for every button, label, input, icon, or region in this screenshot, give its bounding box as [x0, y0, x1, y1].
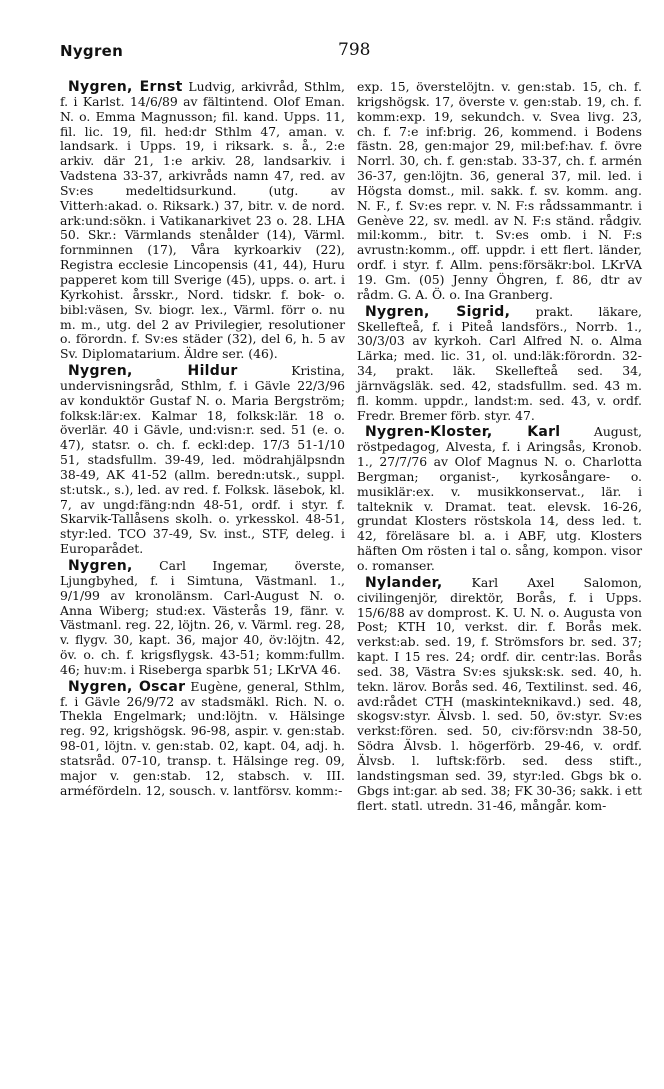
right-column: [357, 80, 642, 815]
entry-name: Nygren, Sigrid,: [365, 303, 511, 320]
entry-name: Nygren-Kloster, Karl: [365, 424, 561, 441]
biography-entry: [357, 425, 642, 573]
biography-entry: [357, 576, 642, 814]
page-header: [60, 42, 654, 72]
entry-name: Nylander,: [365, 574, 443, 591]
entry-text: Carl Ingemar, överste, Ljungbyhed, f. i Simtuna, Västmanl. 1., 9/1/99 av kronolänsm. Carl-August N. o. Anna Wiberg; stud:ex. Västerås 19, fänr. v. Västmanl. reg. 22, löjtn. 26, v. Värml. reg. 28, v. flygv. 30, kapt. 36, major 40, öv:löjtn. 42, öv. o. ch. f. krigsflygsk. 43-51; komm:fullm. 46; huv:m. i Riseberga sparbk 51; LKrVA 46.: [60, 558, 345, 677]
entry-name: Nygren, Ernst: [68, 79, 183, 95]
biography-entry-continued: [357, 80, 642, 303]
page-number: 798: [338, 40, 371, 60]
text-columns: [60, 80, 654, 815]
entry-text: Karl Axel Salomon, civilingenjör, direktör, Borås, f. i Upps. 15/6/88 av domprost. K. U. N. o. Augusta von Post; KTH 10, verkst. dir. f. Borås mek. verkst:ab. sed. 19, f. Strömsfors br. sed. 37; kapt. I 15 res. 24; ordf. dir. centr:las. Borås sed. 38, Västra Sv:es sjuksk:sk. sed. 40, h. tekn. lärov. Borås sed. 46, Textilinst. sed. 46, avd:rådet CTH (maskinteknikavd.) sed. 48, skogsv:styr. Älvsb. l. sed. 50, öv:styr. Sv:es verkst:fören. sed. 50, civ:försv:ndn 38-50, Södra Älvsb. l. högerförb. 29-46, v. ordf. Älvsb. l. luftsk:förb. sed. dess stift., landstingsman sed. 39, styr:led. Gbgs bk o. Gbgs int:gar. ab sed. 38; FK 30-36; sakk. i ett flert. statl. utredn. 31-46, mångår. kom-: [357, 574, 643, 813]
biography-entry: [60, 364, 345, 557]
left-column: [60, 80, 345, 815]
entry-name: Nygren,: [68, 558, 133, 574]
running-head: Nygren: [60, 42, 124, 60]
entry-text: Eugène, general, Sthlm, f. i Gävle 26/9/72 av stadsmäkl. Rich. N. o. Thekla Engelmark; und:löjtn. v. Hälsinge reg. 92, krigshögsk. 96-98, aspir. v. gen:stab. 98-01, löjtn. v. gen:stab. 02, kapt. 04, adj. h. statsråd. 07-10, transp. t. Hälsinge reg. 09, major v. gen:stab. 12, stabsch. v. III. arméfördeln. 12, sousch. v. lantförsv. komm:-: [60, 678, 345, 798]
entry-name: Nygren, Hildur: [68, 363, 238, 380]
entry-text: Ludvig, arkivråd, Sthlm, f. i Karlst. 14/6/89 av fältintend. Olof Eman. N. o. Emma Magnusson; fil. kand. Upps. 11, fil. lic. 19, fil. hed:dr Sthlm 47, aman. v. landsark. i Upps. 19, i riksark. s. å., 2:e arkiv. där 21, 1:e arkiv. 28, landsarkiv. i Vadstena 33-37, arkivråds namn 47, red. av Sv:es medeltidsurkund. (utg. av Vitterh:akad. o. Riksark.) 37, bitr. v. de nord. ark:und:sökn. i Vatikanarkivet 23 o. 28. LHA 50. Skr.: Värmlands stenålder (14), Värml. fornminnen (17), Våra kyrkoarkiv (22), Registra ecclesie Lincopensis (41, 44), Huru papperet kom till Sverige (45), upps. o. art. i Kyrkohist. årsskr., Nord. tidskr. f. bok- o. bibl:väsen, Sv. biogr. lex., Värml. förr o. nu m. m., utg. del 2 av Privilegier, resolutioner o. förordn. f. Sv:es städer (32), del 6, h. 5 av Sv. Diplomatarium. Äldre ser. (46).: [60, 79, 345, 362]
biography-entry: [357, 305, 642, 424]
entry-text: August, röstpedagog, Alvesta, f. i Aringsås, Kronob. 1., 27/7/76 av Olof Magnus N. o. Charlotta Bergman; organist-, kyrkosångare- o. musiklär:ex. v. musikkonservat., lär. i talteknik v. Dramat. teat. elevsk. 16-26, grundat Klosters röstskola 14, dess led. t. 42, föreläsare bl. a. i ABF, utg. Klosters häften Om rösten i tal o. sång, kompon. visor o. romanser.: [357, 424, 642, 573]
biography-entry: [60, 80, 345, 362]
entry-text: prakt. läkare, Skellefteå, f. i Piteå landsförs., Norrb. 1., 30/3/03 av kyrkoh. Carl Alfred N. o. Alma Lärka; med. lic. 31, ol. und:läk:förordn. 32-34, prakt. läk. Skellefteå sed. 34, järnvägsläk. sed. 42, stadsfullm. sed. 43 m. fl. komm. uppdr., landst:m. sed. 43, v. ordf. Fredr. Bremer förb. styr. 47.: [357, 303, 642, 423]
entry-name: Nygren, Oscar: [68, 678, 186, 695]
biography-entry: [60, 559, 345, 678]
biography-entry: [60, 680, 345, 799]
entry-text: Kristina, undervisningsråd, Sthlm, f. i Gävle 22/3/96 av konduktör Gustaf N. o. Maria Bergström; folksk:lär:ex. Kalmar 18, folksk:lär. 18 o. överlär. 40 i Gävle, und:visn:r. sed. 51 (e. o. 47), statsr. o. ch. f. eckl:dep. 17/3 51-1/10 51, stadsfullm. 39-49, led. mödrahjälpsndn 38-49, AK 41-52 (allm. beredn:utsk., suppl. st:utsk., s.), led. av red. f. Folksk. läsebok, kl. 7, av ungd:fäng:ndn 48-51, ordf. i styr. f. Skarvik-Tallåsens skolh. o. yrkesskol. 48-51, styr:led. TCO 37-49, Sv. inst., STF, deleg. i Europarådet.: [60, 363, 345, 557]
entry-text: exp. 15, överstelöjtn. v. gen:stab. 15, ch. f. krigshögsk. 17, överste v. gen:stab. 19, ch. f. komm:exp. 19, sekundch. v. Svea livg. 23, ch. f. 7:e inf:brig. 26, kommend. i Bodens fästn. 28, gen:major 29, mil:bef:hav. f. övre Norrl. 30, ch. f. gen:stab. 33-37, ch. f. armén 36-37, gen:löjtn. 36, general 37, mil. led. i Högsta domst., mil. sakk. f. sv. komm. ang. N. F., f. Sv:es repr. v. N. F:s rådssammantr. i Genève 22, sv. medl. av N. F:s ständ. rådgiv. mil:komm., bitr. t. Sv:es omb. i N. F:s avrustn:komm., off. uppdr. i ett flert. länder, ordf. i styr. f. Allm. pens:försäkr:bol. LKrVA 19. Gm. (05) Jenny Öhgren, f. 86, dtr av rådm. G. A. Ö. o. Ina Granberg.: [357, 79, 642, 302]
